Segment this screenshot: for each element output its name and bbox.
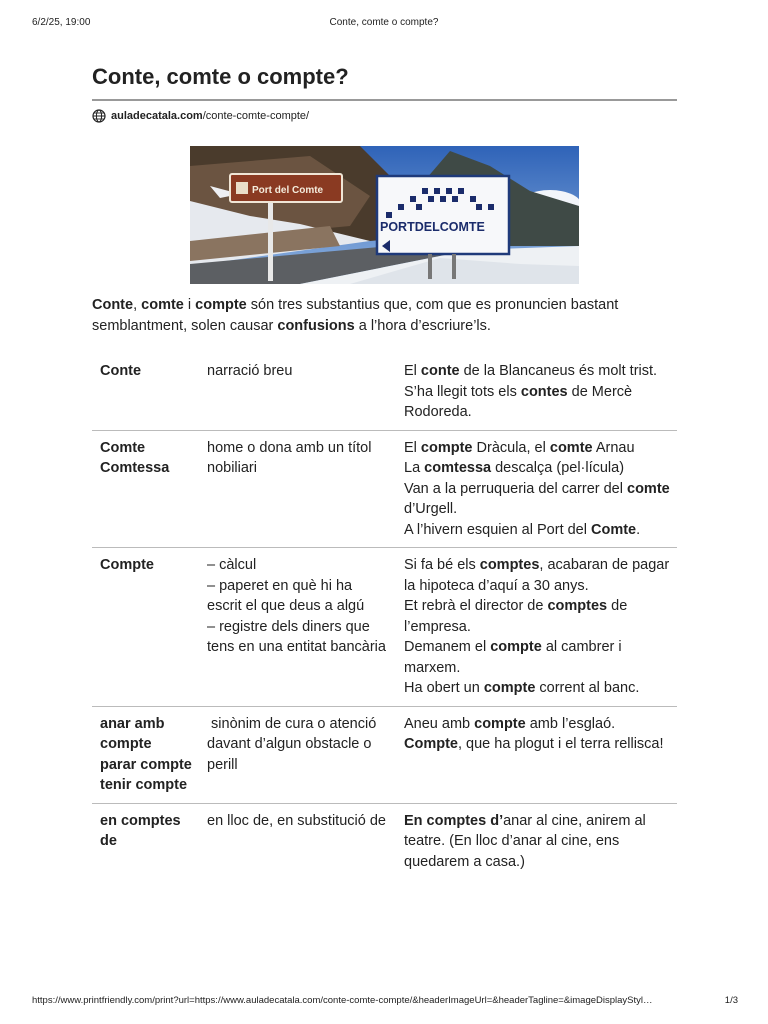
examples-cell <box>396 803 677 879</box>
table-row <box>92 548 677 707</box>
examples-cell <box>396 706 677 803</box>
term-text: Comte <box>100 439 146 456</box>
examples-cell <box>396 548 677 707</box>
print-footer <box>0 995 768 1009</box>
article-image <box>190 146 579 284</box>
meaning-text: – càlcul <box>207 557 257 573</box>
globe-icon <box>92 109 106 123</box>
examples-cell <box>396 354 677 430</box>
example-sentence: El compte Dràcula, el comte Arnau <box>404 439 635 456</box>
print-date: 6/2/25, 19:00 <box>32 17 91 28</box>
term-cell <box>92 430 199 548</box>
example-sentence: Si fa bé els comptes, acabaran de pagar la hipoteca d’aquí a 30 anys. <box>404 557 670 594</box>
print-header <box>0 17 768 31</box>
print-url: https://www.printfriendly.com/print?url=https://www.auladecatala.com/conte-comte-compte/&headerImageUrl=&headerTagline=&imageDisplayStyl… <box>32 995 653 1006</box>
meaning-text: narració breu <box>207 363 293 379</box>
term-text: Conte <box>100 363 142 379</box>
meaning-cell <box>199 803 396 879</box>
term-text: Compte <box>100 557 154 573</box>
source-domain: auladecatala.com <box>111 110 203 122</box>
source-path: /conte-comte-compte/ <box>202 110 310 122</box>
table-row <box>92 706 677 803</box>
table-row <box>92 803 677 879</box>
page-title: Conte, comte o compte? <box>92 64 677 101</box>
meaning-text: sinònim de cura o atenció davant d’algun obstacle o perill <box>207 715 377 773</box>
example-sentence: La comtessa descalça (pel·lícula) <box>404 460 625 476</box>
example-sentence: Ha obert un compte corrent al banc. <box>404 680 640 696</box>
meaning-text: – registre dels diners que tens en una entitat bancària <box>207 618 386 655</box>
article <box>92 64 677 879</box>
example-sentence: Aneu amb compte amb l’esglaó. <box>404 715 616 732</box>
board-text: PORTDELCOMTE <box>380 220 485 234</box>
meaning-cell <box>199 430 396 548</box>
meaning-cell <box>199 548 396 707</box>
example-sentence: Et rebrà el director de comptes de l’empresa. <box>404 598 628 635</box>
term-text: anar amb compte <box>100 715 165 752</box>
term-cell <box>92 354 199 430</box>
print-title: Conte, comte o compte? <box>329 17 439 28</box>
term-cell <box>92 803 199 879</box>
term-text: tenir compte <box>100 777 188 793</box>
example-sentence: El conte de la Blancaneus és molt trist. <box>404 363 658 379</box>
example-sentence: En comptes d’anar al cine, anirem al teatre. (En lloc d’anar al cine, ens quedarem a casa.) <box>404 812 646 870</box>
example-sentence: Van a la perruqueria del carrer del comte d’Urgell. <box>404 480 670 517</box>
source-link[interactable] <box>92 107 677 125</box>
meaning-text: en lloc de, en substitució de <box>207 812 386 829</box>
sign-text: Port del Comte <box>252 185 324 196</box>
term-cell <box>92 548 199 707</box>
meaning-text: – paperet en què hi ha escrit el que deus a algú <box>207 577 365 614</box>
table-row <box>92 354 677 430</box>
term-text: en comptes de <box>100 812 181 849</box>
term-cell <box>92 706 199 803</box>
meaning-cell <box>199 706 396 803</box>
meaning-text: home o dona amb un títol nobiliari <box>207 439 372 476</box>
example-sentence: A l’hivern esquien al Port del Comte. <box>404 521 641 538</box>
meaning-cell <box>199 354 396 430</box>
example-sentence: Demanem el compte al cambrer i marxem. <box>404 639 622 676</box>
example-sentence: Compte, que ha plogut i el terra rellisca! <box>404 736 664 752</box>
example-sentence: S’ha llegit tots els contes de Mercè Rodoreda. <box>404 383 633 420</box>
examples-cell <box>396 430 677 548</box>
page-number: 1/3 <box>724 995 738 1006</box>
intro-paragraph: Conte, comte i compte són tres substantius que, com que es pronuncien bastant semblantment, solen causar confusions a l’hora d’escriure’ls. <box>92 297 619 334</box>
term-text: Comtessa <box>100 460 170 476</box>
terms-table <box>92 354 677 879</box>
table-row <box>92 430 677 548</box>
term-text: parar compte <box>100 756 192 773</box>
